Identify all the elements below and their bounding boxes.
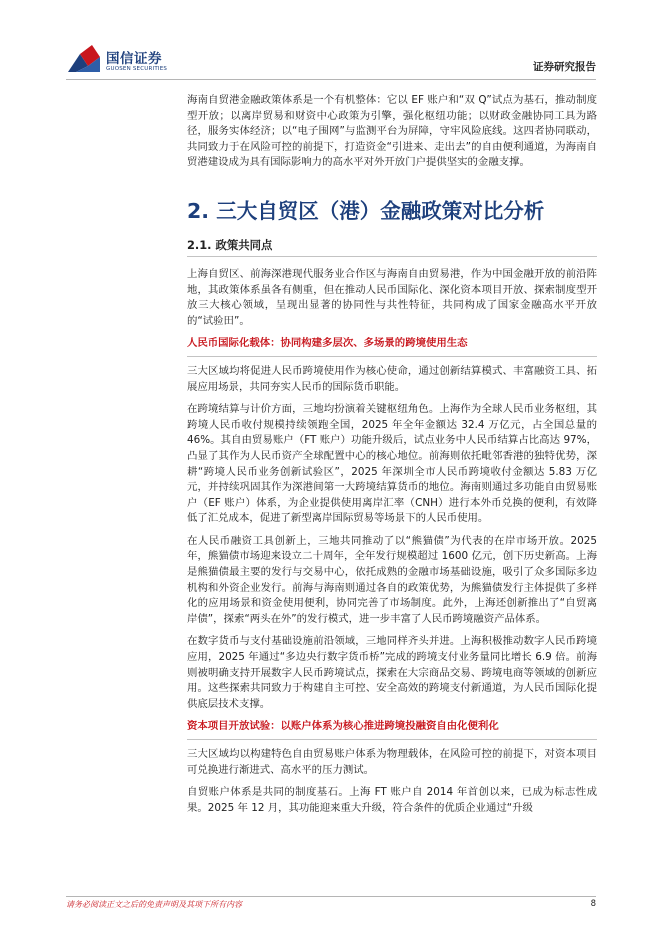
guosen-logo-mark-icon — [66, 44, 102, 74]
rmb-internationalization-heading: 人民币国际化载体：协同构建多层次、多场景的跨境使用生态 — [187, 337, 468, 350]
section-title: 2. 三大自贸区（港）金融政策对比分析 — [187, 198, 545, 223]
logo-english-name: GUOSEN SECURITIES — [106, 66, 168, 72]
intro-paragraph: 海南自贸港金融政策体系是一个有机整体：它以 EF 账户和“双 Q”试点为基石，推动制度型开放；以离岸贸易和财资中心政策为引擎，强化枢纽功能；以财政金融协同工具为路径，服务实体经济；以“电子围网”与监测平台为屏障，守牢风险底线。这四者协同联动，共同致力于在风险可控的前提下，打造资金“引进来、走出去”的自由便利通道，为海南自贸港建设成为具有国际影响力的高水平对外开放门户提供坚实的金融支撑。 — [187, 94, 597, 169]
footer-divider — [66, 896, 596, 897]
logo-name: 国信证券 — [106, 51, 162, 67]
rmb-heading-divider — [187, 356, 597, 357]
rmb-paragraph-3: 在人民币融资工具创新上，三地共同推动了以“熊猫债”为代表的在岸市场开放。2025 年，熊猫债市场迎来设立二十周年，全年发行规模超过 1600 亿元，创下历史新高。上海是熊猫债最主要的发行与交易中心，依托成熟的金融市场基础设施，吸引了众多国际多边机构和外资企业发行。前海与海南则通过各自的政策优势，为熊猫债发行主体提供了多样化的应用场景和资金使用便利，协同完善了市场制度。此外，上海还创新推出了“自贸离岸债”，探索“两头在外”的发行模式，进一步丰富了人民币跨境融资产品体系。 — [187, 534, 597, 625]
rmb-paragraph-1: 三大区域均将促进人民币跨境使用作为核心使命，通过创新结算模式、丰富融资工具、拓展应用场景，共同夯实人民币的国际货币职能。 — [187, 364, 597, 393]
page-number: 8 — [590, 899, 596, 909]
report-type-label: 证券研究报告 — [533, 61, 596, 73]
capital-heading-divider — [187, 739, 597, 740]
capital-account-heading: 资本项目开放试验：以账户体系为核心推进跨境投融资自由化便利化 — [187, 720, 499, 733]
capital-paragraph-2: 自贸账户体系是共同的制度基石。上海 FT 账户自 2014 年首创以来，已成为标志性成果。2025 年 12 月，其功能迎来重大升级，符合条件的优质企业通过“升级 — [187, 786, 597, 814]
header-divider — [66, 79, 596, 80]
guosen-logo — [66, 44, 186, 78]
footer-disclaimer: 请务必阅读正文之后的免责声明及其项下所有内容 — [66, 900, 242, 909]
main-content — [187, 93, 597, 816]
rmb-paragraph-4: 在数字货币与支付基础设施前沿领域，三地同样齐头并进。上海积极推动数字人民币跨境应用，2025 年通过“多边央行数字货币桥”完成的跨境支付业务量同比增长 6.9 倍。前海则被明确支持开展数字人民币跨境试点，探索在大宗商品交易、跨境电商等领域的创新应用。这些探索共同致力于构建自主可控、安全高效的跨境支付新通道，为人民币国际化提供底层技术支撑。 — [187, 635, 597, 710]
subsection-divider — [187, 256, 597, 257]
subsection-title: 2.1. 政策共同点 — [187, 237, 273, 252]
section-paragraph: 上海自贸区、前海深港现代服务业合作区与海南自由贸易港，作为中国金融开放的前沿阵地，其政策体系虽各有侧重，但在推动人民币国际化、深化资本项目开放、探索制度型开放三大核心领域，呈现出显著的协同性与共性特征，共同构成了国家金融高水平开放的“试验田”。 — [187, 267, 597, 327]
rmb-paragraph-2: 在跨境结算与计价方面，三地均扮演着关键枢纽角色。上海作为全球人民币业务枢纽，其跨境人民币收付规模持续领跑全国，2025 年全年金额达 32.4 万亿元，占全国总量的 46%。其自由贸易账户（FT 账户）功能升级后，试点业务中人民币结算占比高达 97%，凸显了其作为人民币资产全球配置中心的核心地位。前海则依托毗邻香港的独特优势，深耕“跨境人民币业务创新试验区”，2025 年深圳全市人民币跨境收付金额达 5.83 万亿元，并持续巩固其作为深港间第一大跨境结算货币的地位。海南则通过多功能自由贸易账户（EF 账户）体系，为企业提供使用离岸汇率（CNH）进行本外币兑换的便利，有效降低了汇兑成本，促进了新型离岸国际贸易等场景下的人民币使用。 — [187, 403, 597, 525]
capital-paragraph-1: 三大区域均以构建特色自由贸易账户体系为物理载体，在风险可控的前提下，对资本项目可兑换进行渐进式、高水平的压力测试。 — [187, 748, 597, 776]
page-header — [0, 0, 662, 80]
